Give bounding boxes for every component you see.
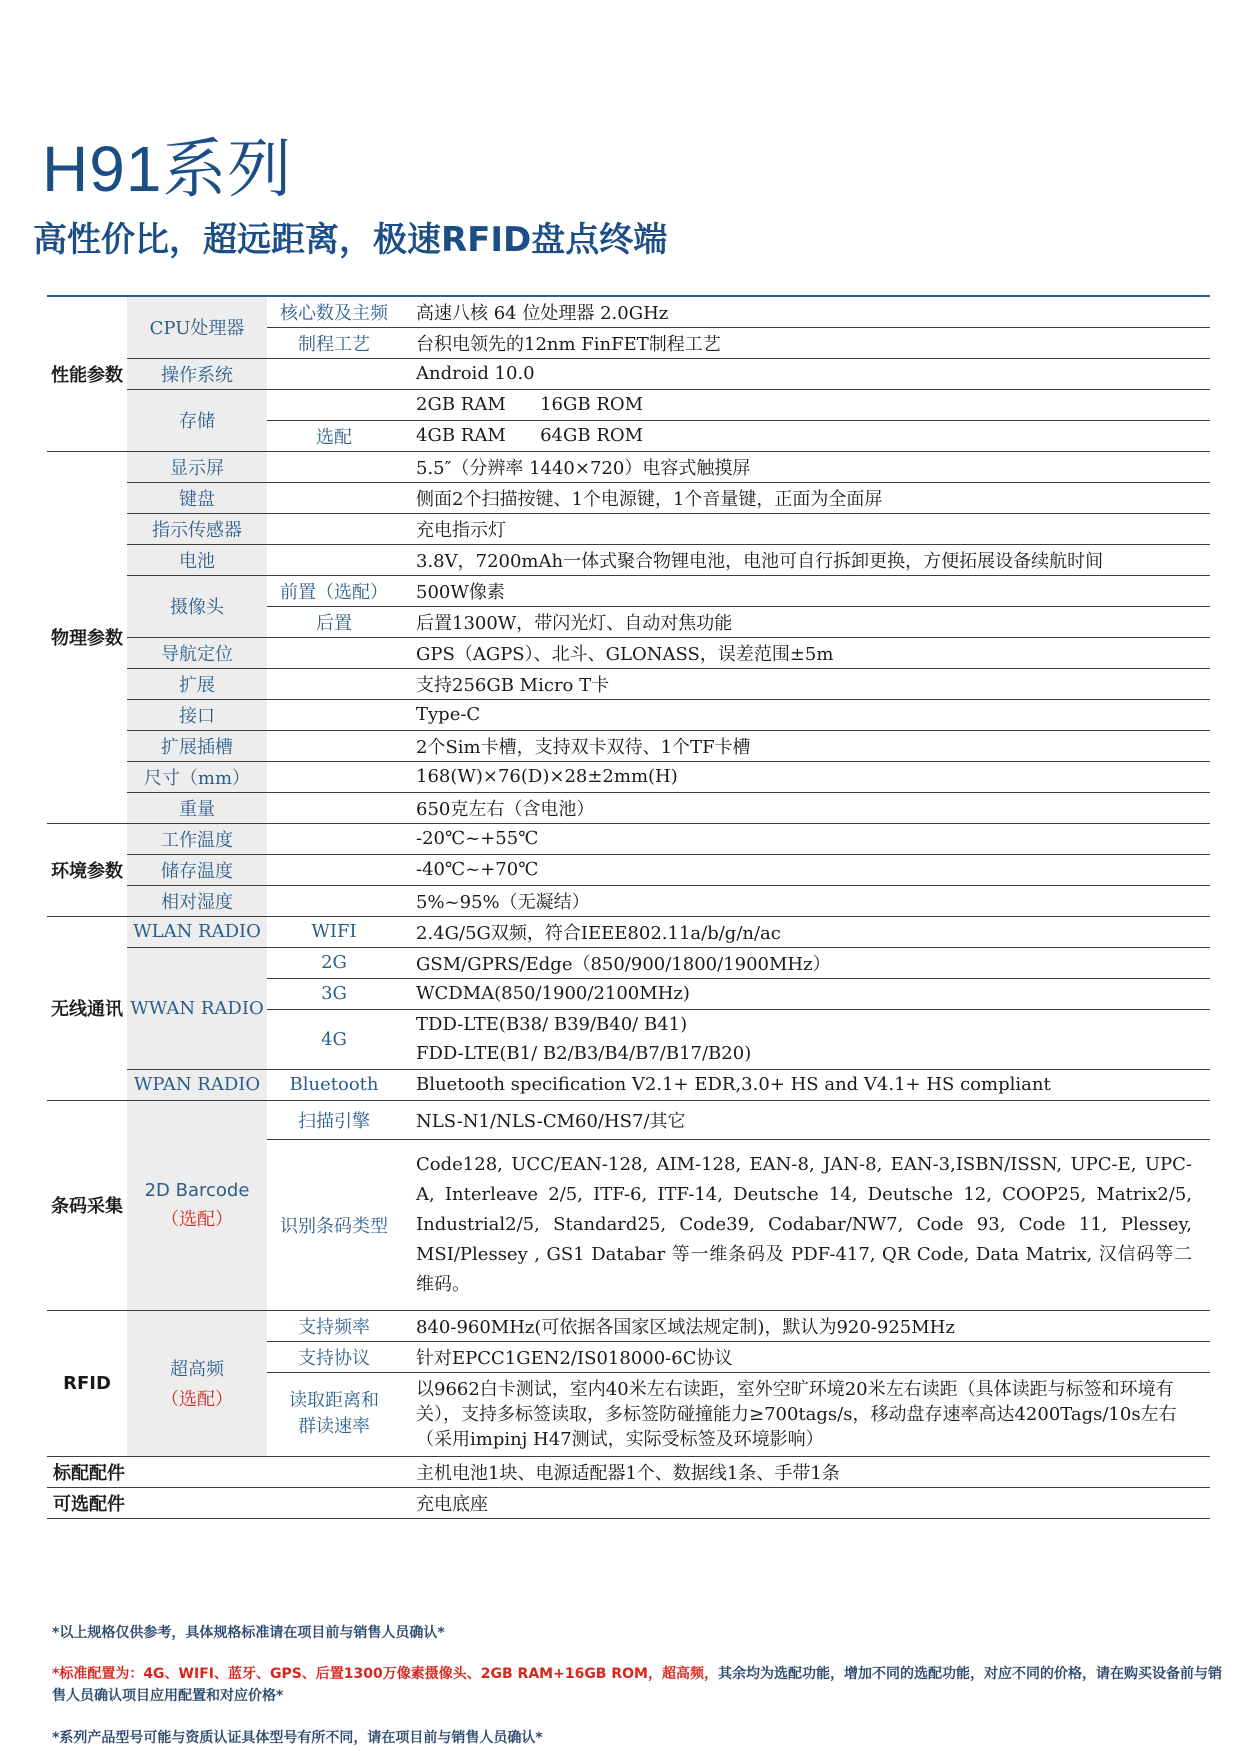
rfid-range-label-line2: 群读速率 — [298, 1416, 370, 1437]
rfid-range-label-line1: 读取距离和 — [289, 1390, 379, 1411]
table-row — [47, 1100, 1210, 1139]
table-row — [47, 637, 1210, 668]
indicator-label: 指示传感器 — [127, 513, 267, 544]
table-row — [47, 761, 1210, 792]
battery-label: 电池 — [127, 544, 267, 575]
table-row — [47, 1069, 1210, 1100]
wwan-label: WWAN RADIO — [127, 947, 267, 1069]
display-value: 5.5″（分辨率 1440×720）电容式触摸屏 — [401, 451, 1210, 482]
rfid-protocol-value: 针对EPCC1GEN2/IS018000-6C协议 — [401, 1341, 1210, 1372]
rfid-range-value: 以9662白卡测试，室内40米左右读距，室外空旷环境20米左右读距（具体读距与标签和环境有关），支持多标签读取，多标签防碰撞能力≥700tags/s，移动盘存速率高达4200Tags/10s左右（采用impinj H47测试，实际受标签及环境影响） — [401, 1372, 1210, 1456]
group-wireless: 无线通讯 — [47, 916, 127, 1100]
table-row — [47, 1487, 1210, 1518]
storage-optional-value: 4GB RAM 64GB ROM — [401, 420, 1210, 451]
expand-label: 扩展 — [127, 668, 267, 699]
optional-accessories-label: 可选配件 — [47, 1487, 267, 1518]
wifi-value: 2.4G/5G双频，符合IEEE802.11a/b/g/n/ac — [401, 916, 1210, 947]
humidity-label: 相对湿度 — [127, 885, 267, 916]
rfid-range-label — [267, 1372, 401, 1456]
slot-value: 2个Sim卡槽，支持双卡双待、1个TF卡槽 — [401, 730, 1210, 761]
camera-rear-value: 后置1300W，带闪光灯、自动对焦功能 — [401, 606, 1210, 637]
band-4g-fdd-value: FDD-LTE(B1/ B2/B3/B4/B7/B17/B20) — [401, 1039, 1210, 1069]
size-value: 168(W)×76(D)×28±2mm(H) — [401, 761, 1210, 792]
weight-label: 重量 — [127, 792, 267, 823]
work-temp-label: 工作温度 — [127, 823, 267, 854]
spec-table — [47, 295, 1210, 1519]
port-value: Type-C — [401, 699, 1210, 730]
table-row — [47, 1310, 1210, 1341]
symbology-value: Code128, UCC/EAN-128, AIM-128, EAN-8, JAN-8, EAN-3,ISBN/ISSN, UPC-E, UPC-A, Interleave 2/5, ITF-6, ITF-14, Deutsche 14, Deutsche 12, COOP25, Matrix2/5, Industrial2/5, Standard25, Code39, Codabar/NW7, Code 93, Code 11, Plessey, MSI/Plessey , GS1 Databar 等一维条码及 PDF-417, QR Code, Data Matrix, 汉信码等二维码。 — [401, 1139, 1210, 1310]
weight-value: 650克左右（含电池） — [401, 792, 1210, 823]
band-4g-tdd-value: TDD-LTE(B38/ B39/B40/ B41) — [416, 1013, 688, 1035]
camera-front-label: 前置（选配） — [267, 575, 401, 606]
os-value: Android 10.0 — [401, 358, 1210, 389]
wifi-label: WIFI — [267, 916, 401, 947]
table-row — [47, 482, 1210, 513]
process-value: 台积电领先的12nm FinFET制程工艺 — [401, 327, 1210, 358]
barcode-type — [127, 1100, 267, 1310]
group-barcode: 条码采集 — [47, 1100, 127, 1310]
table-row — [47, 699, 1210, 730]
camera-rear-label: 后置 — [267, 606, 401, 637]
rfid-protocol-label: 支持协议 — [267, 1341, 401, 1372]
group-environment: 环境参数 — [47, 823, 127, 916]
os-label: 操作系统 — [127, 358, 267, 389]
wpan-label: WPAN RADIO — [127, 1069, 267, 1100]
band-2g-value: GSM/GPRS/Edge（850/900/1800/1900MHz） — [401, 947, 1210, 978]
page-subtitle: 高性价比，超远距离，极速RFID盘点终端 — [33, 220, 668, 260]
keys-value: 侧面2个扫描按键、1个电源键，1个音量键，正面为全面屏 — [401, 482, 1210, 513]
bluetooth-value: Bluetooth specification V2.1+ EDR,3.0+ HS and V4.1+ HS compliant — [401, 1069, 1210, 1100]
table-row — [47, 544, 1210, 575]
nav-label: 导航定位 — [127, 637, 267, 668]
scan-engine-value: NLS-N1/NLS-CM60/HS7/其它 — [401, 1100, 1210, 1139]
note-model-difference: *系列产品型号可能与资质认证具体型号有所不同，请在项目前与销售人员确认* — [52, 1730, 543, 1746]
cpu-core-value: 高速八核 64 位处理器 2.0GHz — [401, 296, 1210, 327]
rfid-type-label: 超高频 — [170, 1359, 224, 1380]
work-temp-value: -20℃~+55℃ — [401, 823, 1210, 854]
keys-label: 键盘 — [127, 482, 267, 513]
humidity-value: 5%~95%（无凝结） — [401, 885, 1210, 916]
cpu-core-label: 核心数及主频 — [267, 296, 401, 327]
table-row — [47, 885, 1210, 916]
rfid-freq-label: 支持频率 — [267, 1310, 401, 1341]
table-row — [47, 296, 1210, 327]
table-row — [47, 668, 1210, 699]
symbology-label: 识别条码类型 — [267, 1139, 401, 1310]
rfid-optional-tag: （选配） — [161, 1389, 233, 1410]
table-row — [47, 916, 1210, 947]
camera-front-value: 500W像素 — [401, 575, 1210, 606]
display-label: 显示屏 — [127, 451, 267, 482]
band-3g-value: WCDMA(850/1900/2100MHz) — [401, 978, 1210, 1009]
page-title: H91系列 — [42, 133, 293, 205]
storage-label: 存储 — [127, 389, 267, 451]
rfid-type — [127, 1310, 267, 1456]
nav-value: GPS（AGPS）、北斗、GLONASS，误差范围±5m — [401, 637, 1210, 668]
scan-engine-label: 扫描引擎 — [267, 1100, 401, 1139]
table-row — [47, 358, 1210, 389]
storage-optional-label: 选配 — [267, 420, 401, 451]
table-row — [47, 451, 1210, 482]
standard-accessories-label: 标配配件 — [47, 1456, 267, 1487]
barcode-optional-tag: （选配） — [161, 1208, 233, 1230]
slot-label: 扩展插槽 — [127, 730, 267, 761]
process-label: 制程工艺 — [267, 327, 401, 358]
note-spec-reference: *以上规格仅供参考，具体规格标准请在项目前与销售人员确认* — [52, 1625, 445, 1641]
barcode-type-label: 2D Barcode — [144, 1179, 250, 1201]
store-temp-label: 储存温度 — [127, 854, 267, 885]
store-temp-value: -40℃~+70℃ — [401, 854, 1210, 885]
battery-value: 3.8V，7200mAh一体式聚合物锂电池，电池可自行拆卸更换，方便拓展设备续航时间 — [401, 544, 1210, 575]
rfid-freq-value: 840-960MHz(可依据各国家区域法规定制)，默认为920-925MHz — [401, 1310, 1210, 1341]
note-standard-config-rest: 其余均为选配功能，增加不同的选配功能，对应不同的价格，请在购买设备前与销售人员确认项目应用配置和对应价格* — [52, 1666, 1222, 1704]
cpu-label: CPU处理器 — [127, 296, 267, 358]
group-rfid: RFID — [47, 1310, 127, 1456]
port-label: 接口 — [127, 699, 267, 730]
table-row — [47, 575, 1210, 606]
group-physical: 物理参数 — [47, 451, 127, 823]
table-row — [47, 513, 1210, 544]
table-row — [47, 730, 1210, 761]
storage-standard-value: 2GB RAM 16GB ROM — [401, 389, 1210, 420]
band-3g-label: 3G — [267, 978, 401, 1009]
band-2g-label: 2G — [267, 947, 401, 978]
group-performance: 性能参数 — [47, 296, 127, 451]
note-standard-config-red: *标准配置为：4G、WIFI、蓝牙、GPS、后置1300万像素摄像头、2GB RAM+16GB ROM，超高频， — [52, 1666, 718, 1682]
size-label: 尺寸（mm） — [127, 761, 267, 792]
expand-value: 支持256GB Micro T卡 — [401, 668, 1210, 699]
camera-label: 摄像头 — [127, 575, 267, 637]
wlan-label: WLAN RADIO — [127, 916, 267, 947]
band-4g-label: 4G — [267, 1009, 401, 1069]
table-row — [47, 1456, 1210, 1487]
table-row — [47, 854, 1210, 885]
note-standard-config — [52, 1663, 1232, 1707]
bluetooth-label: Bluetooth — [267, 1069, 401, 1100]
indicator-value: 充电指示灯 — [401, 513, 1210, 544]
table-row — [47, 823, 1210, 854]
table-row — [47, 389, 1210, 420]
table-row — [47, 792, 1210, 823]
table-row — [47, 947, 1210, 978]
standard-accessories-value: 主机电池1块、电源适配器1个、数据线1条、手带1条 — [401, 1456, 1210, 1487]
optional-accessories-value: 充电底座 — [401, 1487, 1210, 1518]
